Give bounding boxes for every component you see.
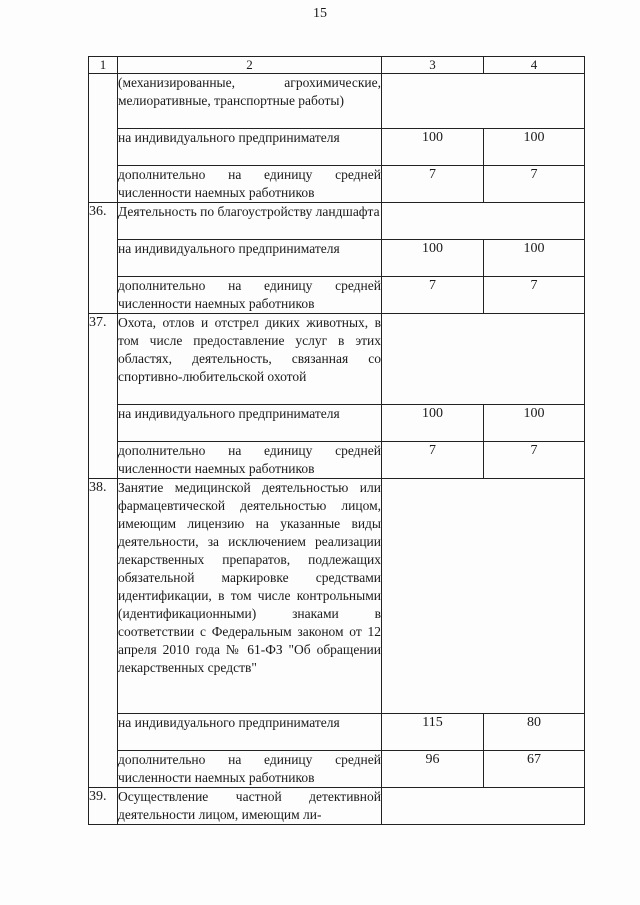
page-number: 15 [313,6,327,21]
value-col-3: 100 [382,240,484,277]
table-row [89,751,585,788]
value-col-3: 7 [382,166,484,203]
table-row [89,442,585,479]
row-label: дополнительно на единицу средней численности наемных работников [118,442,382,479]
empty-cell [382,314,585,405]
table-row [89,129,585,166]
row-number: 36. [89,203,118,314]
row-number: 37. [89,314,118,479]
table-row [89,166,585,203]
table-row [89,405,585,442]
row-label: на индивидуального предпринимателя [118,714,382,751]
row-label: дополнительно на единицу средней численности наемных работников [118,751,382,788]
table-row [89,314,585,405]
header-col-2: 2 [118,57,382,74]
table-row [89,240,585,277]
activity-description: Занятие медицинской деятельностью или фармацевтической деятельностью лицом, имеющим лицензию на указанные виды деятельности, за исключением реализации лекарственных препаратов, подлежащих обязательной маркировке средствами идентификации, в том числе контрольными (идентификационными) знаками в соответствии с Федеральным законом от 12 апреля 2010 года № 61-ФЗ "Об обращении лекарственных средств" [118,479,382,714]
value-col-4: 7 [484,442,585,479]
row-label: на индивидуального предпринимателя [118,405,382,442]
value-col-3: 96 [382,751,484,788]
empty-cell [382,479,585,714]
table-row [89,74,585,129]
table-row [89,788,585,825]
value-col-3: 7 [382,442,484,479]
value-col-4: 7 [484,277,585,314]
tax-table [88,56,585,825]
table-header-row [89,57,585,74]
empty-cell [382,203,585,240]
value-col-3: 100 [382,405,484,442]
value-col-4: 100 [484,129,585,166]
value-col-4: 7 [484,166,585,203]
row-number [89,74,118,203]
row-label: на индивидуального предпринимателя [118,129,382,166]
table-row [89,277,585,314]
row-label: на индивидуального предпринимателя [118,240,382,277]
row-label: дополнительно на единицу средней численности наемных работников [118,166,382,203]
activity-description: Осуществление частной детективной деятельности лицом, имеющим ли- [118,788,382,825]
table-row [89,714,585,751]
row-label: дополнительно на единицу средней численности наемных работников [118,277,382,314]
header-col-3: 3 [382,57,484,74]
value-col-3: 100 [382,129,484,166]
activity-description: Охота, отлов и отстрел диких животных, в том числе предоставление услуг в этих областях, деятельность, связанная со спортивно-любительской охотой [118,314,382,405]
table-row [89,203,585,240]
header-col-4: 4 [484,57,585,74]
activity-description: Деятельность по благоустройству ландшафта [118,203,382,240]
header-col-1: 1 [89,57,118,74]
row-number: 38. [89,479,118,788]
row-number: 39. [89,788,118,825]
empty-cell [382,74,585,129]
activity-description: (механизированные, агрохимические, мелиоративные, транспортные работы) [118,74,382,129]
value-col-4: 100 [484,240,585,277]
value-col-3: 7 [382,277,484,314]
value-col-4: 67 [484,751,585,788]
value-col-4: 100 [484,405,585,442]
table-row [89,479,585,714]
value-col-3: 115 [382,714,484,751]
empty-cell [382,788,585,825]
value-col-4: 80 [484,714,585,751]
